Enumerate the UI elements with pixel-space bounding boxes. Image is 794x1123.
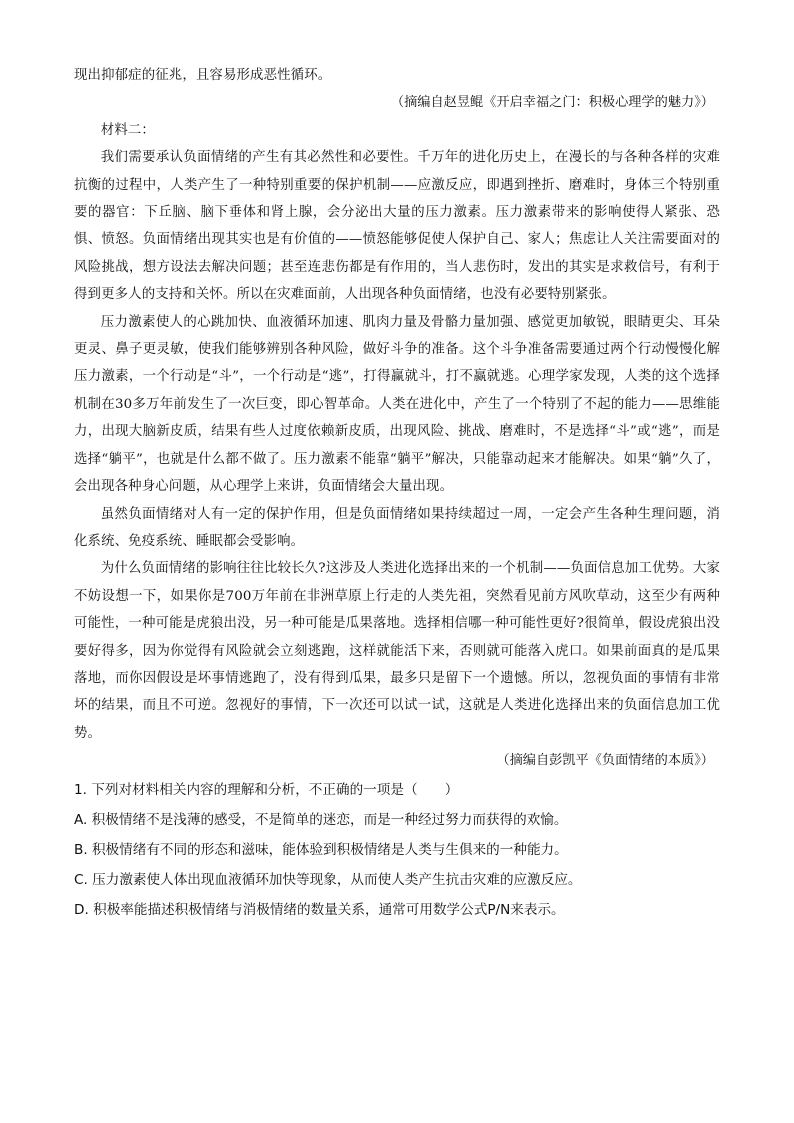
material-two-heading: 材料二： [100,122,155,138]
question-stem: 1. 下列对材料相关内容的理解和分析，不正确的一项是（ ） [74,781,459,798]
option-a[interactable]: A. 积极情绪不是浅薄的感受，不是简单的迷恋，而是一种经过努力而获得的欢愉。 [74,811,568,828]
paragraph-4: 为什么负面情绪的影响往往比较长久?这涉及人类进化选择出来的一个机制——负面信息加工优势。大家不妨设想一下，如果你是700万年前在非洲草原上行走的人类先祖，突然看见前方风吹草动，这至少有两种可能性，一种可能是虎狼出没，另一种可能是瓜果落地。选择相信哪一种可能性更好?很简单，假设虎狼出没要好得多，因为你觉得有风险就会立刻逃跑，这样就能活下来，否则就可能落入虎口。如果前面真的是瓜果落地，而你因假设是坏事情逃跑了，没有得到瓜果，最多只是留下一个遗憾。所以，忽视负面的事情有非常坏的结果，而且不可逆。忽视好的事情，下一次还可以试一试，这就是人类进化选择出来的负面信息加工优势。 [74,561,720,741]
source-citation-2: （摘编自彭凯平《负面情绪的本质》） [496,753,714,769]
paragraph-3: 虽然负面情绪对人有一定的保护作用，但是负面情绪如果持续超过一周，一定会产生各种生理问题，消化系统、免疫系统、睡眠都会受影响。 [74,506,720,549]
paragraph-1: 我们需要承认负面情绪的产生有其必然性和必要性。千万年的进化历史上，在漫长的与各种各样的灾难抗衡的过程中，人类产生了一种特别重要的保护机制——应激反应，即遇到挫折、磨难时，身体三个特别重要的器官：下丘脑、脑下垂体和肾上腺，会分泌出大量的压力激素。压力激素带来的影响使得人紧张、恐惧、愤怒。负面情绪出现其实也是有价值的——愤怒能够促使人保护自己、家人；焦虑让人关注需要面对的风险挑战，想方设法去解决问题；甚至连悲伤都是有作用的，当人悲伤时，发出的其实是求救信号，有利于得到更多人的支持和关怀。所以在灾难面前，人出现各种负面情绪，也没有必要特别紧张。 [74,150,720,303]
option-b[interactable]: B. 积极情绪有不同的形态和滋味，能体验到积极情绪是人类与生俱来的一种能力。 [74,841,568,858]
paragraph-2: 压力激素使人的心跳加快、血液循环加速、肌肉力量及骨骼力量加强、感觉更加敏锐，眼睛更尖、耳朵更灵、鼻子更灵敏，使我们能够辨别各种风险，做好斗争的准备。这个斗争准备需要通过两个行动慢慢化解压力激素，一个行动是“斗”，一个行动是“逃”，打得赢就斗，打不赢就逃。心理学家发现，人类的这个选择机制在30多万年前发生了一次巨变，即心智革命。人类在进化中，产生了一个特别了不起的能力——思维能力，出现大脑新皮质，结果有些人过度依赖新皮质，出现风险、挑战、磨难时，不是选择“斗”或“逃”，而是选择“躺平”，也就是什么都不做了。压力激素不能靠“躺平”解决，只能靠动起来才能解决。如果“躺”久了，会出现各种身心问题，从心理学上来讲，负面情绪会大量出现。 [74,314,720,495]
question-block [74,775,720,925]
option-c[interactable]: C. 压力激素使人体出现血液循环加快等现象，从而使人类产生抗击灾难的应激反应。 [74,871,582,888]
continued-paragraph: 现出抑郁症的征兆，且容易形成恶性循环。 [74,68,332,83]
option-d[interactable]: D. 积极率能描述积极情绪与消极情绪的数量关系，通常可用数学公式P/N来表示。 [74,901,565,918]
source-citation-1: （摘编自赵昱鲲《开启幸福之门：积极心理学的魅力》） [390,95,714,111]
